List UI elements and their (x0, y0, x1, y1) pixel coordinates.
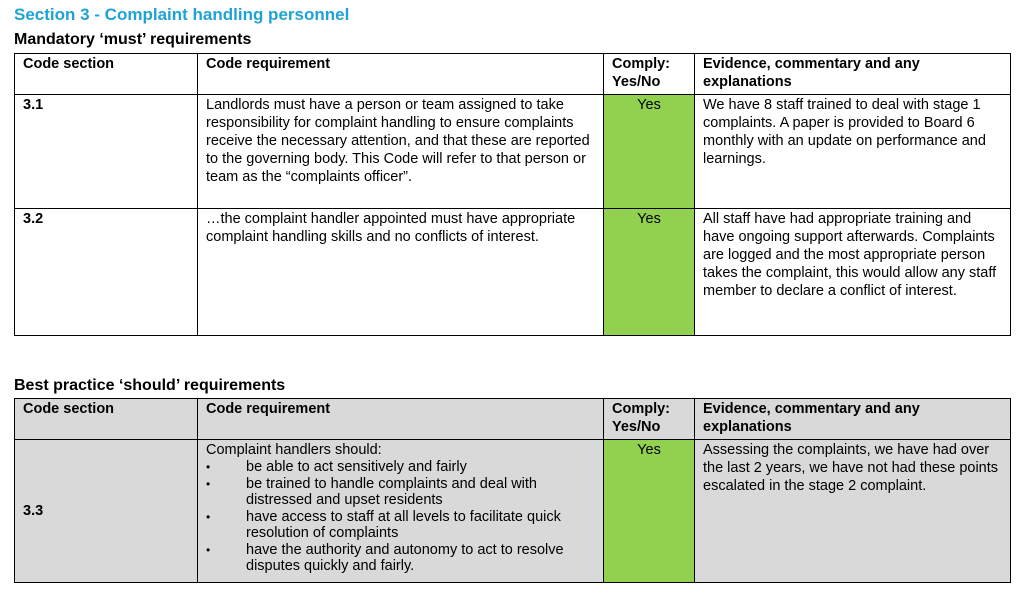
bullet-icon: • (206, 542, 211, 557)
header-code-section: Code section (15, 399, 198, 440)
code-section-cell: 3.2 (15, 209, 198, 336)
table-header-row (15, 54, 1011, 95)
requirement-bullet-list (206, 459, 595, 575)
bullet-icon: • (206, 509, 211, 524)
mandatory-requirements-table (14, 53, 1011, 336)
evidence-cell: All staff have had appropriate training and have ongoing support afterwards. Complaints are logged and the most appropriate person takes the complaint, this would allow any staff member to declare a conflict of interest. (695, 209, 1011, 336)
best-practice-requirements-table (14, 398, 1011, 583)
bullet-icon: • (206, 476, 211, 491)
header-code-section: Code section (15, 54, 198, 95)
best-practice-heading: Best practice ‘should’ requirements (14, 377, 286, 394)
list-item: • be able to act sensitively and fairly (206, 459, 467, 475)
header-comply: Comply: Yes/No (604, 399, 695, 440)
table-row (15, 209, 1011, 336)
code-requirement-cell: Landlords must have a person or team assigned to take responsibility for complaint handling to ensure complaints receive the necessary attention, and that these are reported to the governing body. This Code will refer to that person or team as the “complaints officer”. (198, 95, 604, 209)
table-row (15, 95, 1011, 209)
section-title: Section 3 - Complaint handling personnel (14, 5, 350, 24)
code-requirement-cell (198, 440, 604, 583)
header-evidence: Evidence, commentary and any explanations (695, 399, 1011, 440)
header-comply: Comply: Yes/No (604, 54, 695, 95)
comply-cell: Yes (604, 209, 695, 336)
list-item: • have the authority and autonomy to act to resolve disputes quickly and fairly. (206, 541, 564, 574)
table-header-row (15, 399, 1011, 440)
table-row (15, 440, 1011, 583)
code-requirement-cell: …the complaint handler appointed must have appropriate complaint handling skills and no conflicts of interest. (198, 209, 604, 336)
header-code-requirement: Code requirement (198, 54, 604, 95)
mandatory-heading: Mandatory ‘must’ requirements (14, 31, 252, 48)
header-code-requirement: Code requirement (198, 399, 604, 440)
bullet-icon: • (206, 460, 211, 474)
code-section-cell: 3.3 (15, 440, 198, 583)
evidence-cell: Assessing the complaints, we have had over the last 2 years, we have not had these points escalated in the stage 2 complaint. (695, 440, 1011, 583)
header-evidence: Evidence, commentary and any explanations (695, 54, 1011, 95)
requirement-intro: Complaint handlers should: (206, 442, 382, 458)
evidence-cell: We have 8 staff trained to deal with stage 1 complaints. A paper is provided to Board 6 monthly with an update on performance and learnings. (695, 95, 1011, 209)
code-section-cell: 3.1 (15, 95, 198, 209)
comply-cell: Yes (604, 440, 695, 583)
list-item: • have access to staff at all levels to facilitate quick resolution of complaints (206, 508, 561, 541)
comply-cell: Yes (604, 95, 695, 209)
list-item: • be trained to handle complaints and deal with distressed and upset residents (206, 475, 537, 508)
